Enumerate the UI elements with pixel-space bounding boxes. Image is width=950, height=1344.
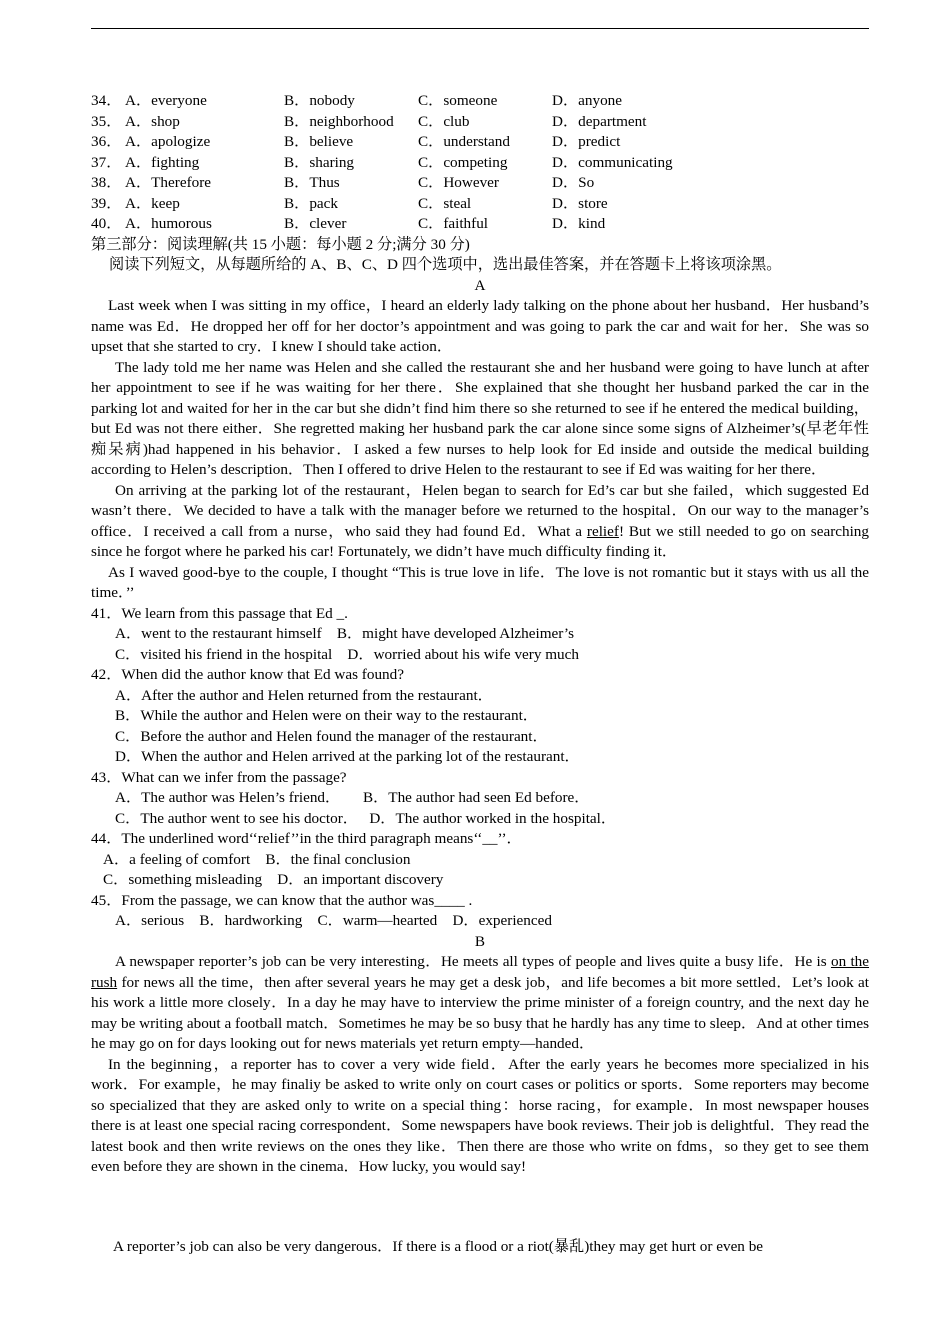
underlined-word-relief: relief [586, 522, 619, 540]
option-a: A．humorous [125, 215, 212, 232]
passage-b-label: B [474, 932, 486, 950]
passage-b-paragraph-2: In the beginning，a reporter has to cover a very wide field．After the early years he becomes more specialized in his work．For example，he may finaliy be asked to write only on court cases or politics or sports．Some reporters may become so specialized that they are asked only to write on a special thing：horse racing，for example．In most newspaper houses there is at least one special racing correspondent．Some newspapers have book reviews. Their job is delightful．They read the latest book and then write reviews on the ones they like．Then there are those who write on fdms，so they get to see them even before they are shown in the cinema．How lucky, you would say! [91, 1055, 869, 1175]
question-number: 34． [91, 92, 122, 109]
question-42-option-b: B．While the author and Helen were on their way to the restaurant． [115, 707, 538, 724]
option-d: D．store [552, 194, 608, 212]
option-c: C．someone [418, 92, 498, 109]
choice-row [91, 153, 869, 174]
option-c: C．competing [418, 153, 508, 171]
option-a: A．shop [125, 112, 180, 130]
passage-b-paragraph-3-container [91, 1237, 869, 1258]
option-c: C．However [418, 174, 499, 191]
exam-page [91, 91, 869, 1178]
section-instruction: 阅读下列短文，从每题所给的 A、B、C、D 四个选项中，选出最佳答案，并在答题卡上将该项涂黑。 [109, 256, 782, 273]
option-a: A．fighting [125, 153, 200, 171]
option-c: C．faithful [418, 215, 489, 232]
option-a: A．Therefore [125, 174, 212, 191]
option-d: D．predict [552, 133, 621, 150]
question-45-options: A．serious B．hardworking C．warm—hearted D．experienced [115, 912, 552, 929]
question-42: 42．When did the author know that Ed was found? [91, 666, 404, 683]
question-43: 43．What can we infer from the passage? [91, 768, 347, 786]
passage-a-paragraph-4: As I waved good-bye to the couple, I thought “This is true love in life．The love is not romantic but it stays with us all the time．’’ [91, 563, 869, 601]
question-42-option-a: A．After the author and Helen returned from the restaurant． [115, 686, 493, 704]
option-c: C．club [418, 112, 470, 130]
question-number: 39． [91, 194, 122, 212]
choices-block [91, 91, 869, 235]
question-42-option-c: C．Before the author and Helen found the manager of the restaurant． [115, 727, 548, 745]
option-a: A．keep [125, 194, 180, 212]
option-c: C．steal [418, 194, 472, 212]
question-42-option-d: D．When the author and Helen arrived at the parking lot of the restaurant． [115, 748, 580, 765]
option-b: B．believe [284, 133, 354, 150]
option-d: D．communicating [552, 153, 673, 171]
paragraph-text: On arriving at the parking lot of the restaurant，Helen began to search for Ed’s car but she failed，which suggested Ed wasn’t there．We decided to have a talk with the manager before we returned to the hospital．On our way to the manager’s office．I received a call from a nurse，who said they had found Ed．What a [91, 481, 869, 540]
choice-row [91, 91, 869, 112]
question-44-options-cd: C．something misleading D．an important discovery [103, 871, 444, 888]
option-d: D．department [552, 112, 647, 130]
question-number: 36． [91, 133, 122, 150]
passage-a-label: A [474, 276, 486, 294]
choice-row [91, 132, 869, 153]
passage-a-paragraph-3 [91, 481, 869, 563]
question-45: 45．From the passage, we can know that the author was____ . [91, 891, 473, 909]
question-number: 40． [91, 215, 122, 232]
question-41-options-cd: C．visited his friend in the hospital D．worried about his wife very much [115, 645, 579, 663]
option-b: B．Thus [284, 174, 340, 191]
question-41-options-ab: A．went to the restaurant himself B．might have developed Alzheimer’s [115, 625, 575, 642]
option-a: A．everyone [125, 92, 207, 109]
option-d: D．kind [552, 215, 606, 232]
question-44: 44．The underlined word‘‘relief’’in the third paragraph means‘‘__’’． [91, 830, 522, 847]
question-44-options-ab: A．a feeling of comfort B．the final conclusion [103, 850, 411, 868]
option-b: B．sharing [284, 153, 355, 171]
choice-row [91, 112, 869, 133]
option-c: C．understand [418, 133, 510, 150]
passage-a-paragraph-1: Last week when I was sitting in my office，I heard an elderly lady talking on the phone about her husband．Her husband’s name was Ed．He dropped her off for her doctor’s appointment and was going to park the car and wait for her．She was so upset that she started to cry．I knew I should take action． [91, 297, 869, 355]
choice-row [91, 173, 869, 194]
question-43-options-ab: A．The author was Helen’s friend． B．The author had seen Ed before． [115, 789, 590, 806]
option-b: B．nobody [284, 92, 355, 109]
paragraph-text: A newspaper reporter’s job can be very interesting．He meets all types of people and lives quite a busy life．He is [115, 953, 831, 970]
passage-b-paragraph-3: A reporter’s job can also be very dangerous．If there is a flood or a riot(暴乱)they may get hurt or even be [113, 1238, 764, 1255]
underlined-phrase-on-the-rush: on the rush [91, 953, 870, 991]
question-43-options-cd: C．The author went to see his doctor． D．The author worked in the hospital． [115, 809, 617, 827]
choice-row [91, 194, 869, 215]
option-b: B．pack [284, 194, 338, 212]
passage-b-paragraph-1 [91, 952, 869, 1055]
paragraph-text: for news all the time，then after several years he may get a desk job，and life becomes a bit more settled．Let’s look at his work a little more closely．In a day he may have to interview the prime minister of a foreign country, and the next day he may be writing about a football match．Sometimes he may be so busy that he hardly has any time to sleep．And at other times he may go on for days looking out for news materials yet return empty—handed． [91, 973, 869, 1052]
option-d: D．anyone [552, 92, 623, 109]
choice-row [91, 214, 869, 235]
option-b: B．clever [284, 215, 347, 232]
option-b: B．neighborhood [284, 112, 394, 130]
option-d: D．So [552, 174, 595, 191]
passage-a-paragraph-2: The lady told me her name was Helen and she called the restaurant she and her husband were going to have lunch at after her appointment to see if he was waiting for her there．She explained that she thought her husband parked the car in the parking lot and waited for her in the car but she didn’t find him there so she returned to see if he entered the medical building，but Ed was not there either．She regretted making her husband park the car alone since some signs of Alzheimer’s(早老年性痴呆病)had happened in his behavior．I asked a few nurses to help look for Ed inside and outside the medical building according to Helen’s description．Then I offered to drive Helen to the restaurant to see if Ed was waiting for her there． [91, 358, 869, 478]
question-number: 38． [91, 174, 122, 191]
header-rule [91, 28, 869, 29]
question-41: 41．We learn from this passage that Ed _. [91, 604, 348, 622]
paragraph-text: ! But we still needed to go on searching since he forgot where he parked his car! Fortunately, we didn’t have much difficulty finding it． [91, 522, 869, 560]
option-a: A．apologize [125, 133, 211, 150]
question-number: 35． [91, 112, 122, 130]
section-title: 第三部分：阅读理解(共 15 小题：每小题 2 分;满分 30 分) [91, 235, 470, 253]
question-number: 37． [91, 153, 122, 171]
